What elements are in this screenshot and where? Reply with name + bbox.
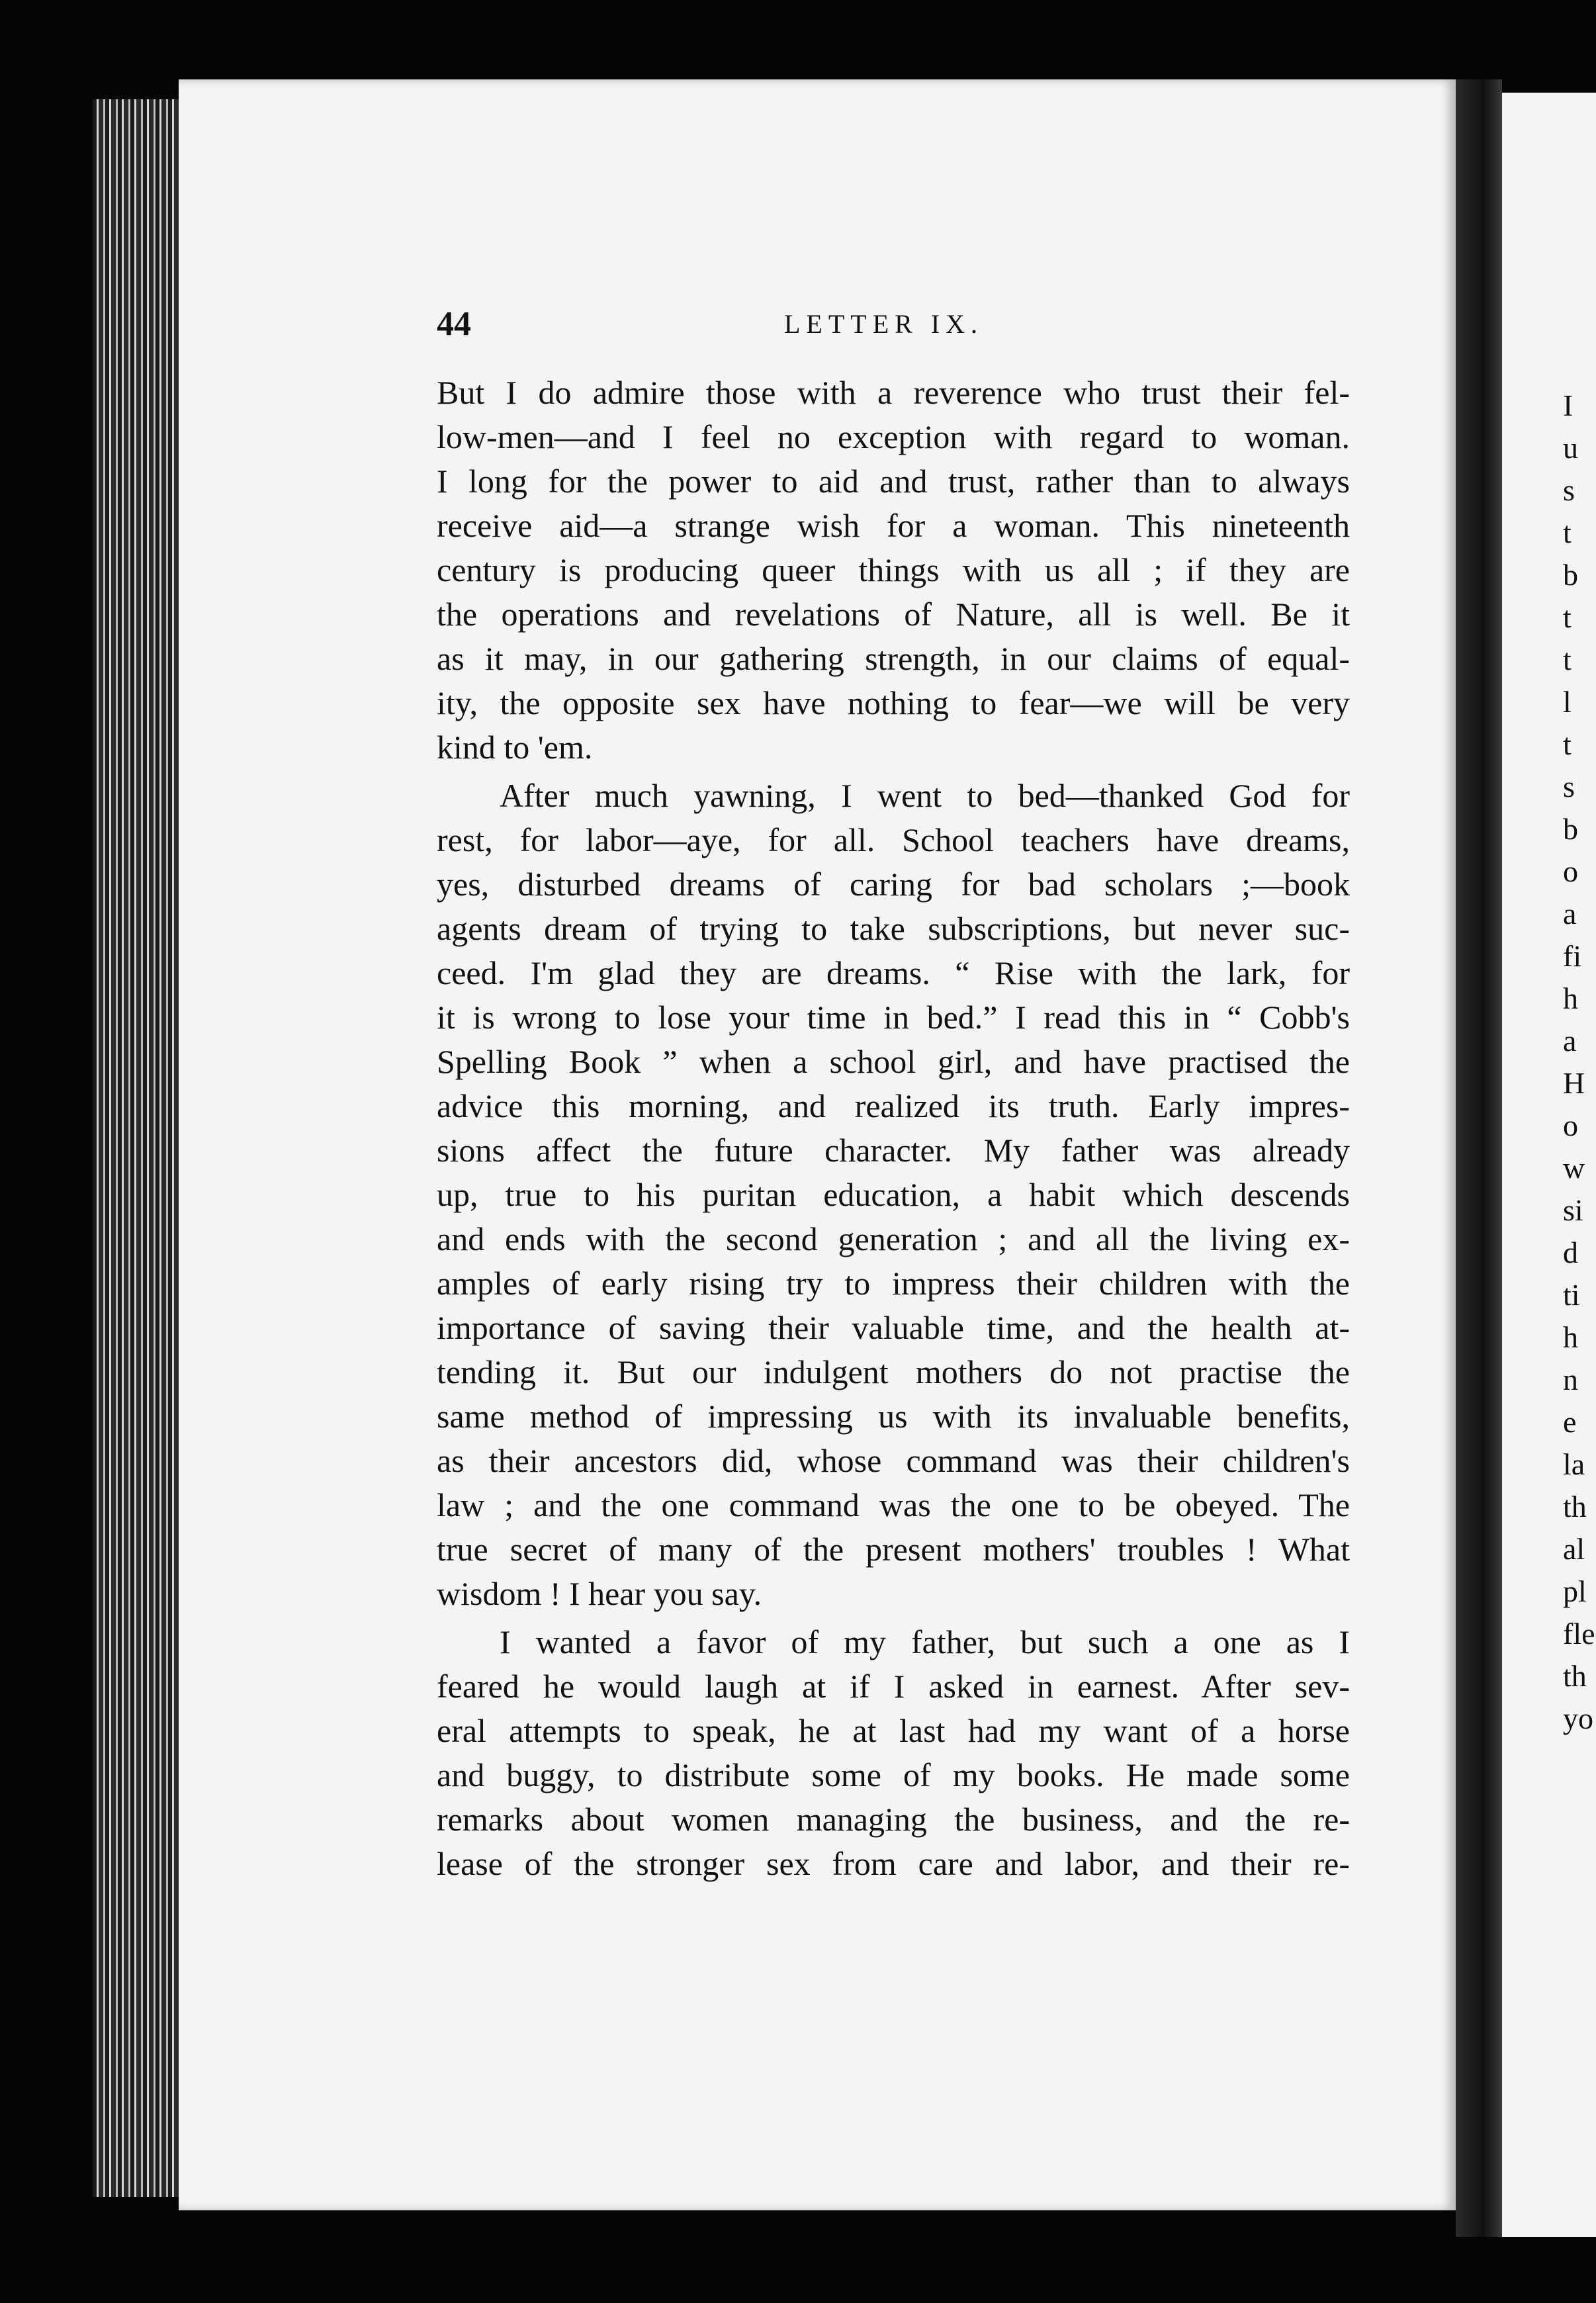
page-gutter-shadow	[1456, 79, 1502, 2237]
running-head: LETTER IX.	[784, 309, 984, 339]
next-page-edge	[1502, 93, 1596, 2237]
text-line: amples of early rising try to impress their children with the	[437, 1265, 1350, 1302]
text-line: the operations and revelations of Nature, all is well. Be it	[437, 596, 1350, 633]
text-line: feared he would laugh at if I asked in earnest. After sev-	[437, 1668, 1350, 1705]
next-page-fragment: h	[1563, 981, 1578, 1015]
next-page-fragment: pl	[1563, 1574, 1587, 1608]
next-page-fragment: s	[1563, 473, 1575, 507]
text-line: I long for the power to aid and trust, rather than to always	[437, 463, 1350, 500]
next-page-fragment: t	[1563, 643, 1572, 676]
next-page-fragment: th	[1563, 1490, 1587, 1523]
text-line: eral attempts to speak, he at last had my want of a horse	[437, 1712, 1350, 1749]
text-line: agents dream of trying to take subscriptions, but never suc-	[437, 910, 1350, 947]
text-line: sions affect the future character. My father was already	[437, 1132, 1350, 1169]
text-line: and ends with the second generation ; and all the living ex-	[437, 1220, 1350, 1257]
next-page-fragment: o	[1563, 1108, 1578, 1142]
text-line: it is wrong to lose your time in bed.” I read this in “ Cobb's	[437, 999, 1350, 1036]
text-line: I wanted a favor of my father, but such a one as I	[500, 1623, 1350, 1660]
book-binding	[93, 99, 185, 2197]
next-page-fragment: a	[1563, 1024, 1577, 1058]
text-line: After much yawning, I went to bed—thanked God for	[500, 777, 1350, 814]
next-page-fragment: yo	[1563, 1701, 1593, 1735]
text-line: and buggy, to distribute some of my books. He made some	[437, 1756, 1350, 1793]
text-line: rest, for labor—aye, for all. School teachers have dreams,	[437, 821, 1350, 858]
text-line: century is producing queer things with us all ; if they are	[437, 551, 1350, 588]
next-page-fragment: t	[1563, 727, 1572, 761]
text-line: true secret of many of the present mothers' troubles ! What	[437, 1531, 1350, 1568]
text-line: up, true to his puritan education, a habit which descends	[437, 1176, 1350, 1213]
text-line: importance of saving their valuable time, and the health at-	[437, 1309, 1350, 1346]
text-line: tending it. But our indulgent mothers do not practise the	[437, 1353, 1350, 1390]
text-line: remarks about women managing the business, and the re-	[437, 1801, 1350, 1838]
next-page-fragment: w	[1563, 1151, 1585, 1185]
next-page-fragment: b	[1563, 558, 1578, 592]
next-page-fragment: t	[1563, 516, 1572, 549]
next-page-fragment: h	[1563, 1320, 1578, 1354]
text-line: wisdom ! I hear you say.	[437, 1575, 762, 1612]
text-line: same method of impressing us with its invaluable benefits,	[437, 1398, 1350, 1435]
body-text	[437, 371, 1350, 1886]
next-page-fragment: u	[1563, 431, 1578, 465]
text-line: ity, the opposite sex have nothing to fear—we will be very	[437, 684, 1350, 721]
next-page-fragment: th	[1563, 1659, 1587, 1693]
text-line: Spelling Book ” when a school girl, and have practised the	[437, 1043, 1350, 1080]
text-line: kind to 'em.	[437, 729, 593, 766]
next-page-fragment: I	[1563, 388, 1574, 422]
next-page-fragment: al	[1563, 1532, 1585, 1566]
next-page-fragment: n	[1563, 1363, 1578, 1396]
page-header	[437, 304, 1350, 344]
next-page-fragment: fi	[1563, 939, 1582, 973]
next-page-fragment: t	[1563, 600, 1572, 634]
next-page-fragment: H	[1563, 1066, 1585, 1100]
next-page-fragment: s	[1563, 770, 1575, 803]
page-number: 44	[437, 305, 471, 343]
text-line: receive aid—a strange wish for a woman. This nineteenth	[437, 507, 1350, 544]
next-page-fragment: d	[1563, 1236, 1578, 1269]
next-page-fragment: o	[1563, 854, 1578, 888]
text-line: law ; and the one command was the one to be obeyed. The	[437, 1486, 1350, 1523]
next-page-fragment: l	[1563, 685, 1572, 719]
next-page-fragment: a	[1563, 897, 1577, 930]
next-page-fragment: ti	[1563, 1278, 1580, 1312]
text-line: lease of the stronger sex from care and labor, and their re-	[437, 1845, 1350, 1882]
text-line: advice this morning, and realized its truth. Early impres-	[437, 1087, 1350, 1124]
text-line: low-men—and I feel no exception with regard to woman.	[437, 418, 1350, 455]
text-line: But I do admire those with a reverence who trust their fel-	[437, 374, 1350, 411]
next-page-fragment: b	[1563, 812, 1578, 846]
text-line: yes, disturbed dreams of caring for bad scholars ;—book	[437, 866, 1350, 903]
next-page-fragment: e	[1563, 1405, 1577, 1439]
next-page-fragment: fle	[1563, 1617, 1595, 1650]
text-line: ceed. I'm glad they are dreams. “ Rise with the lark, for	[437, 954, 1350, 991]
next-page-fragment: si	[1563, 1193, 1583, 1227]
text-line: as their ancestors did, whose command was their children's	[437, 1442, 1350, 1479]
text-line: as it may, in our gathering strength, in our claims of equal-	[437, 640, 1350, 677]
next-page-fragment: la	[1563, 1447, 1585, 1481]
